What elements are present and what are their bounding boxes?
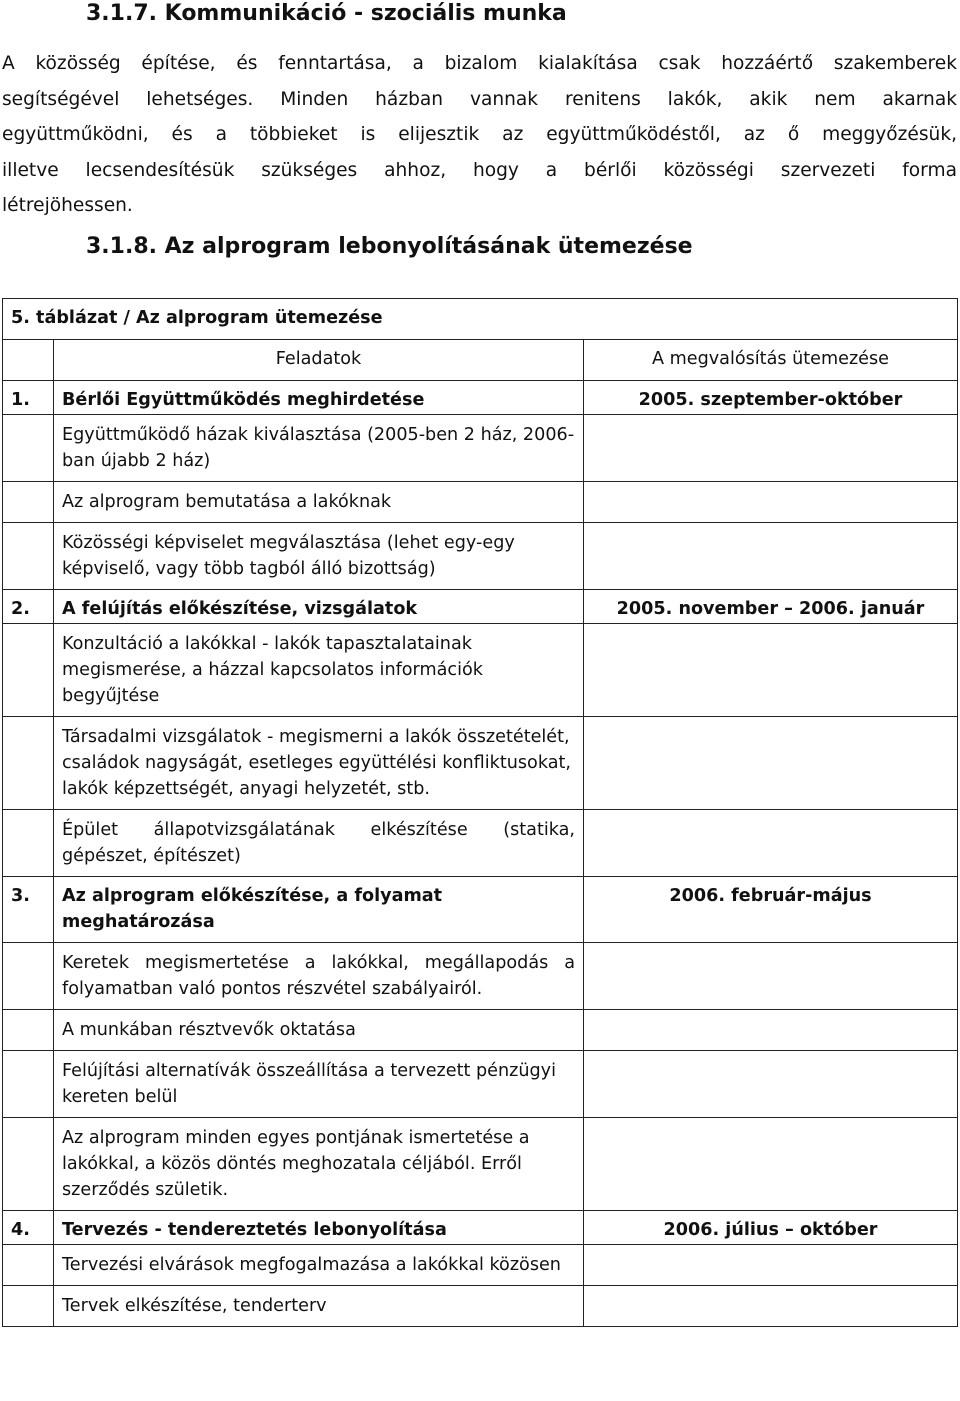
phase-schedule: 2006. február-május [584,877,958,943]
section-heading-3-1-7: 3.1.7. Kommunikáció - szociális munka [86,1,567,26]
task-row [3,717,958,810]
task-row [3,415,958,482]
task-row [3,523,958,590]
task-row [3,810,958,877]
paragraph-line: létrejöhessen. [2,195,133,216]
table-caption-row [3,299,958,340]
blank-cell [3,523,54,590]
phase-row [3,590,958,624]
phase-number: 2. [3,590,54,624]
task-cell: Az alprogram minden egyes pontjának ismertetése a lakókkal, a közös döntés meghozatala céljából. Erről szerződés születik. [54,1118,584,1211]
blank-cell [584,1245,958,1286]
phase-number: 4. [3,1211,54,1245]
blank-cell [3,1286,54,1327]
blank-cell [584,1051,958,1118]
paragraph-line: A közösség építése, és fenntartása, a bizalom kialakítása csak hozzáértő szakemberek [2,53,957,74]
blank-cell [3,1245,54,1286]
blank-cell [584,1286,958,1327]
phase-schedule: 2005. november – 2006. január [584,590,958,624]
intro-paragraph [2,46,957,224]
task-cell: Együttműködő házak kiválasztása (2005-ben 2 ház, 2006-ban újabb 2 ház) [54,415,584,482]
header-schedule: A megvalósítás ütemezése [584,340,958,381]
header-blank-cell [3,340,54,381]
phase-title: Tervezés - tendereztetés lebonyolítása [54,1211,584,1245]
phase-row [3,381,958,415]
blank-cell [3,810,54,877]
task-row [3,1118,958,1211]
blank-cell [3,943,54,1010]
phase-title: A felújítás előkészítése, vizsgálatok [54,590,584,624]
paragraph-line: együttműködni, és a többieket is elijesztik az együttműködéstől, az ő meggyőzésük, [2,124,957,145]
phase-schedule: 2005. szeptember-október [584,381,958,415]
task-row [3,1010,958,1051]
blank-cell [584,943,958,1010]
blank-cell [3,1118,54,1211]
phase-schedule: 2006. július – október [584,1211,958,1245]
blank-cell [584,482,958,523]
table-header-row [3,340,958,381]
task-row [3,482,958,523]
header-tasks: Feladatok [54,340,584,381]
blank-cell [584,415,958,482]
task-row [3,1051,958,1118]
task-cell: Konzultáció a lakókkal - lakók tapasztalatainak megismerése, a házzal kapcsolatos információk begyűjtése [54,624,584,717]
phase-row [3,877,958,943]
task-cell: Keretek megismertetése a lakókkal, megállapodás a folyamatban való pontos részvétel szabályairól. [54,943,584,1010]
blank-cell [584,1118,958,1211]
blank-cell [3,415,54,482]
blank-cell [3,717,54,810]
blank-cell [3,1010,54,1051]
task-row [3,943,958,1010]
blank-cell [3,624,54,717]
phase-number: 1. [3,381,54,415]
phase-number: 3. [3,877,54,943]
task-cell: Az alprogram bemutatása a lakóknak [54,482,584,523]
section-heading-3-1-8: 3.1.8. Az alprogram lebonyolításának ütemezése [86,234,693,259]
task-cell: Társadalmi vizsgálatok - megismerni a lakók összetételét, családok nagyságát, esetleges együttélési konfliktusokat, lakók képzettségét, anyagi helyzetét, stb. [54,717,584,810]
blank-cell [584,624,958,717]
phase-title: Bérlői Együttműködés meghirdetése [54,381,584,415]
task-row [3,1245,958,1286]
blank-cell [584,810,958,877]
paragraph-line: segítségével lehetséges. Minden házban vannak renitens lakók, akik nem akarnak [2,88,957,110]
blank-cell [3,482,54,523]
table-caption: 5. táblázat / Az alprogram ütemezése [3,299,958,340]
task-cell: Tervezési elvárások megfogalmazása a lakókkal közösen [54,1245,584,1286]
phase-row [3,1211,958,1245]
task-cell: Tervek elkészítése, tenderterv [54,1286,584,1327]
paragraph-line: illetve lecsendesítésük szükséges ahhoz, hogy a bérlői közösségi szervezeti forma [2,159,957,181]
task-cell: Közösségi képviselet megválasztása (lehet egy-egy képviselő, vagy több tagból álló bizottság) [54,523,584,590]
blank-cell [3,1051,54,1118]
blank-cell [584,523,958,590]
task-row [3,624,958,717]
schedule-table [2,298,958,1327]
task-row [3,1286,958,1327]
phase-title: Az alprogram előkészítése, a folyamat meghatározása [54,877,584,943]
task-cell: A munkában résztvevők oktatása [54,1010,584,1051]
blank-cell [584,1010,958,1051]
task-cell: Épület állapotvizsgálatának elkészítése (statika, gépészet, építészet) [54,810,584,877]
blank-cell [584,717,958,810]
task-cell: Felújítási alternatívák összeállítása a tervezett pénzügyi kereten belül [54,1051,584,1118]
